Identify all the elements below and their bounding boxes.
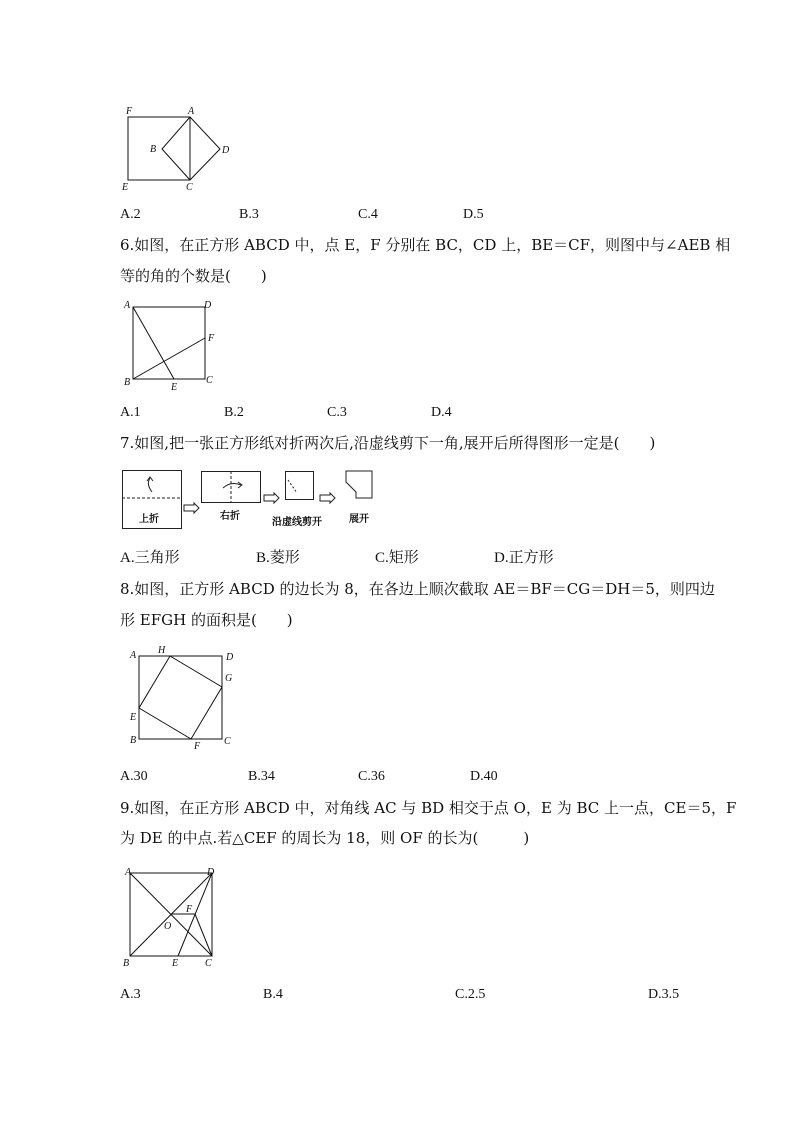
q8-option-b[interactable]: B.34 — [248, 769, 275, 784]
q9-label-C: C — [205, 958, 212, 969]
q9-figure — [118, 863, 228, 973]
q9-option-b[interactable]: B.4 — [263, 987, 283, 1002]
q7-option-a[interactable]: A.三角形 — [120, 550, 180, 566]
q8-stem-line1: 8.如图，正方形 ABCD 的边长为 8，在各边上顺次截取 AE＝BF＝CG＝DH＝5，则四边 — [120, 580, 715, 598]
q8-stem-line2: 形 EFGH 的面积是( ) — [120, 611, 293, 629]
q9-label-O: O — [164, 921, 172, 932]
q8-square — [139, 656, 222, 739]
q5-label-B: B — [150, 144, 157, 155]
q6-label-D: D — [204, 300, 212, 311]
q6-label-C: C — [206, 375, 213, 386]
q6-square — [133, 307, 205, 379]
q7-label-unfold: 展开 — [349, 514, 369, 525]
q8-inner-square — [139, 656, 222, 739]
q8-option-d[interactable]: D.40 — [470, 769, 498, 784]
q9-label-B: B — [123, 958, 130, 969]
q8-figure — [118, 645, 243, 750]
q7-option-c[interactable]: C.矩形 — [375, 550, 419, 566]
q7-arrow-2 — [264, 493, 280, 503]
q6-label-B: B — [124, 377, 131, 388]
q6-segment-bf — [133, 338, 205, 379]
q5-label-D: D — [222, 145, 230, 156]
q5-square — [128, 117, 190, 180]
q9-label-E: E — [172, 958, 179, 969]
q5-label-F: F — [126, 106, 133, 117]
q8-label-G: G — [225, 673, 233, 684]
q8-option-c[interactable]: C.36 — [358, 769, 385, 784]
q9-stem-line1: 9.如图，在正方形 ABCD 中，对角线 AC 与 BD 相交于点 O，E 为 BC 上一点，CE＝5，F — [120, 799, 737, 817]
q5-option-d[interactable]: D.5 — [463, 207, 484, 222]
q6-option-a[interactable]: A.1 — [120, 405, 141, 420]
q9-stem-line2: 为 DE 的中点.若△CEF 的周长为 18，则 OF 的长为( ) — [120, 829, 530, 847]
q6-label-E: E — [171, 382, 178, 393]
q6-figure — [118, 297, 223, 397]
q8-label-B: B — [130, 735, 137, 746]
q9-segment-fc — [195, 914, 212, 956]
q6-stem-line1: 6.如图，在正方形 ABCD 中，点 E，F 分别在 BC，CD 上，BE＝CF，则图中与∠AEB 相 — [120, 236, 731, 254]
q8-label-A: A — [130, 650, 137, 661]
q6-segment-ae — [133, 307, 174, 379]
q5-label-A: A — [188, 106, 195, 117]
q5-rhombus — [162, 117, 220, 180]
q7-option-d[interactable]: D.正方形 — [494, 550, 554, 566]
q6-option-d[interactable]: D.4 — [431, 405, 452, 420]
q6-label-A: A — [124, 300, 131, 311]
q8-label-F: F — [194, 741, 201, 752]
q8-label-C: C — [224, 736, 231, 747]
q9-option-c[interactable]: C.2.5 — [455, 987, 486, 1002]
q8-label-E: E — [130, 712, 137, 723]
q7-label-cut: 沿虚线剪开 — [272, 517, 322, 528]
q9-option-d[interactable]: D.3.5 — [648, 987, 680, 1002]
q7-step2-marks — [201, 471, 261, 505]
q7-arrow-3 — [320, 493, 336, 503]
q7-label-fold-right: 右折 — [220, 511, 240, 522]
q9-label-D: D — [207, 867, 215, 878]
q6-stem-line2: 等的角的个数是( ) — [120, 267, 267, 285]
q5-option-b[interactable]: B.3 — [239, 207, 259, 222]
q8-label-D: D — [226, 652, 234, 663]
q8-label-H: H — [158, 645, 166, 656]
q7-step4-paper — [342, 470, 376, 502]
q9-label-F: F — [186, 904, 193, 915]
q8-option-a[interactable]: A.30 — [120, 769, 148, 784]
q6-option-b[interactable]: B.2 — [224, 405, 244, 420]
q5-option-c[interactable]: C.4 — [358, 207, 378, 222]
q5-figure — [118, 104, 238, 194]
q5-option-a[interactable]: A.2 — [120, 207, 141, 222]
q7-option-b[interactable]: B.菱形 — [256, 550, 300, 566]
q5-label-E: E — [122, 182, 129, 193]
q7-stem-line1: 7.如图,把一张正方形纸对折两次后,沿虚线剪下一角,展开后所得图形一定是( ) — [120, 434, 656, 452]
q5-label-C: C — [186, 182, 193, 193]
q7-step3-marks — [285, 471, 315, 501]
q9-option-a[interactable]: A.3 — [120, 987, 141, 1002]
q7-arrow-1 — [184, 503, 200, 513]
q6-label-F: F — [208, 333, 215, 344]
q6-option-c[interactable]: C.3 — [327, 405, 347, 420]
q9-label-A: A — [125, 867, 132, 878]
q7-label-fold-up: 上折 — [139, 514, 159, 525]
